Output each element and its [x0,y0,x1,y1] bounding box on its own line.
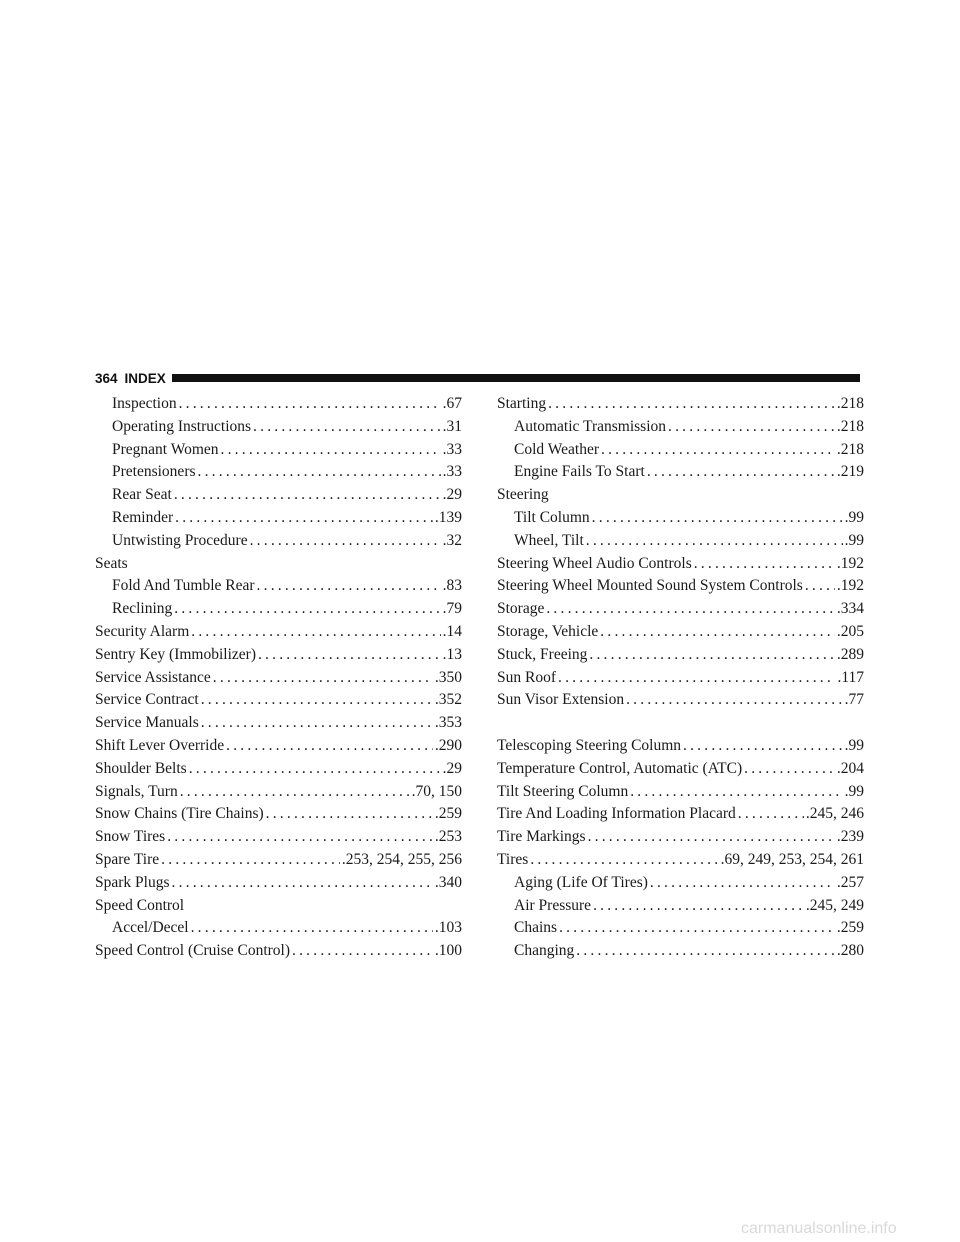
entry-term: Steering [497,486,549,504]
entry-page-ref: .192 [836,577,864,595]
entry-page-ref: .103 [434,919,462,937]
leader-dots [191,621,440,644]
index-entry [497,598,864,621]
entry-page-ref: .289 [836,645,864,663]
leader-dots [161,849,340,872]
leader-dots [548,393,835,416]
leader-dots [559,917,835,940]
leader-dots [201,689,433,712]
entry-page-ref: .218 [836,395,864,412]
entry-page-ref: .340 [434,873,462,891]
leader-dots [174,598,440,621]
entry-term: Steering Wheel Audio Controls [497,554,692,572]
entry-term: Storage, Vehicle [497,622,599,640]
leader-dots [180,781,410,804]
leader-dots [683,735,843,758]
index-entry [497,872,864,895]
leader-dots [189,758,441,781]
watermark: carmanualsonline.info [741,1220,897,1237]
entry-term: Temperature Control, Automatic (ATC) [497,759,743,777]
entry-page-ref: .290 [434,736,462,754]
entry-term: Service Manuals [95,714,199,732]
entry-term: Service Contract [95,691,199,709]
entry-page-ref: .218 [836,440,864,458]
index-entry [497,393,864,416]
leader-dots [694,553,835,576]
entry-term: Speed Control [95,896,185,914]
entry-page-ref: .83 [442,577,462,595]
index-column-left [95,393,462,963]
index-entry [95,439,462,462]
index-entry [95,416,462,439]
leader-dots [600,621,835,644]
entry-term: Inspection [112,395,177,412]
index-entry [95,530,462,553]
entry-page-ref: .253 [434,828,462,846]
entry-page-ref: .99 [844,531,864,549]
index-entry [95,461,462,484]
entry-page-ref: .29 [442,486,462,504]
entry-term: Fold And Tumble Rear [112,577,255,595]
entry-page-ref: .14 [442,622,462,640]
index-entry [497,439,864,462]
leader-dots [593,895,804,918]
entry-term: Accel/Decel [112,919,189,937]
index-column-right [497,393,864,963]
index-entry [95,644,462,667]
index-entry [95,826,462,849]
index-entry [95,393,462,416]
entry-term: Chains [514,919,558,937]
entry-term: Engine Fails To Start [514,463,645,481]
index-entry [95,484,462,507]
entry-term: Tire Markings [497,828,586,846]
entry-page-ref: .29 [442,759,462,777]
leader-dots [805,575,835,598]
leader-dots [201,712,433,735]
entry-term: Telescoping Steering Column [497,736,682,754]
leader-dots [576,940,835,963]
leader-dots [592,507,843,530]
entry-page-ref: .257 [836,873,864,891]
index-entry [95,803,462,826]
entry-page-ref: .218 [836,417,864,435]
leader-dots [198,461,441,484]
entry-term: Tilt Column [514,508,590,526]
entry-page-ref: .280 [836,942,864,960]
page-number: 364 [95,370,118,386]
entry-term: Untwisting Procedure [112,531,248,549]
entry-term: Steering Wheel Mounted Sound System Controls [497,577,803,595]
leader-dots [257,575,441,598]
index-entry [497,917,864,940]
index-entry [95,735,462,758]
leader-dots [226,735,433,758]
entry-term: Starting [497,395,547,412]
entry-term: Cold Weather [514,440,599,458]
entry-term: Automatic Transmission [514,417,667,435]
entry-term: Pretensioners [112,463,196,481]
index-entry [497,507,864,530]
leader-dots [191,917,433,940]
leader-dots [172,872,433,895]
entry-page-ref: .77 [844,691,864,709]
index-entry [497,689,864,712]
leader-dots [213,667,433,690]
entry-page-ref: .31 [442,417,462,435]
entry-term: Speed Control (Cruise Control) [95,942,291,960]
leader-dots [175,507,433,530]
leader-dots [530,849,718,872]
index-entry [95,553,462,576]
entry-page-ref: .350 [434,668,462,686]
index-entry [497,530,864,553]
entry-page-ref: .192 [836,554,864,572]
entry-page-ref: .259 [836,919,864,937]
index-entry [497,667,864,690]
entry-term: Reclining [112,600,173,618]
entry-term: Air Pressure [514,896,592,914]
leader-dots [588,826,835,849]
entry-term: Signals, Turn [95,782,178,800]
index-entry [95,849,462,872]
index-entry [497,621,864,644]
leader-dots [258,644,441,667]
index-entry [95,689,462,712]
entry-term: Reminder [112,508,174,526]
entry-page-ref: .139 [434,508,462,526]
entry-page-ref: .32 [442,531,462,549]
entry-page-ref: .99 [844,782,864,800]
leader-dots [626,689,843,712]
entry-term: Service Assistance [95,668,211,686]
header-rule [172,374,860,382]
leader-dots [266,803,433,826]
leader-dots [586,530,843,553]
index-entry [95,712,462,735]
leader-dots [546,598,835,621]
page-header [95,369,860,387]
entry-page-ref: .67 [442,395,462,412]
leader-dots [179,393,441,416]
entry-term: Snow Tires [95,828,166,846]
leader-dots [589,644,834,667]
index-entry [497,553,864,576]
entry-term: Wheel, Tilt [514,531,584,549]
leader-dots [650,872,835,895]
entry-page-ref: .239 [836,828,864,846]
entry-page-ref: .334 [836,600,864,618]
entry-term: Spare Tire [95,850,160,868]
entry-term: Operating Instructions [112,417,252,435]
index-entry [95,667,462,690]
index-entry [497,712,864,735]
entry-page-ref: .99 [844,736,864,754]
index-entry [497,416,864,439]
entry-term: Tire And Loading Information Placard [497,805,736,823]
entry-page-ref: .69, 249, 253, 254, 261 [720,850,864,868]
index-entry [95,895,462,918]
entry-page-ref: .99 [844,508,864,526]
leader-dots [668,416,835,439]
index-entry [95,758,462,781]
entry-term: Sun Visor Extension [497,691,625,709]
entry-page-ref: .33 [442,440,462,458]
entry-term: Shoulder Belts [95,759,187,777]
entry-page-ref: .253, 254, 255, 256 [341,850,462,868]
index-entry [497,758,864,781]
leader-dots [558,667,835,690]
entry-term: Tires [497,850,529,868]
leader-dots [221,439,441,462]
entry-term: Storage [497,600,545,618]
entry-page-ref: .100 [434,942,462,960]
entry-page-ref: .79 [442,600,462,618]
index-entry [497,575,864,598]
entry-page-ref: .33 [442,463,462,481]
index-entry [95,575,462,598]
index-entry [95,598,462,621]
index-entry [95,507,462,530]
index-entry [95,781,462,804]
index-entry [497,803,864,826]
index-entry [95,621,462,644]
index-entry [497,826,864,849]
entry-term: Sun Roof [497,668,556,686]
entry-term: Security Alarm [95,622,190,640]
leader-dots [174,484,441,507]
entry-page-ref: .117 [837,668,864,686]
entry-page-ref: .352 [434,691,462,709]
leader-dots [738,803,804,826]
entry-page-ref: .259 [434,805,462,823]
index-entry [95,872,462,895]
entry-page-ref: .205 [836,622,864,640]
entry-page-ref: .219 [836,463,864,481]
index-entry [497,644,864,667]
entry-term: Rear Seat [112,486,172,504]
index-entry [497,781,864,804]
leader-dots [167,826,433,849]
index-entry [95,940,462,963]
index-entry [497,735,864,758]
entry-page-ref: .353 [434,714,462,732]
entry-page-ref: .70, 150 [411,782,462,800]
entry-page-ref: .245, 249 [805,896,864,914]
entry-term: Seats [95,554,128,572]
entry-term: Tilt Steering Column [497,782,629,800]
entry-term: Spark Plugs [95,873,170,891]
index-entry [497,895,864,918]
leader-dots [601,439,835,462]
section-title: INDEX [124,370,166,386]
entry-term: Snow Chains (Tire Chains) [95,805,264,823]
index-entry [497,461,864,484]
leader-dots [253,416,441,439]
entry-page-ref: .204 [836,759,864,777]
entry-term: Aging (Life Of Tires) [514,873,648,891]
leader-dots [292,940,433,963]
index-entry [497,940,864,963]
entry-page-ref: .245, 246 [805,805,864,823]
entry-term: Sentry Key (Immobilizer) [95,645,256,663]
index-entry [497,849,864,872]
index-entry [95,917,462,940]
entry-term: Stuck, Freeing [497,645,588,663]
entry-term: Shift Lever Override [95,736,225,754]
entry-page-ref: .13 [442,645,462,663]
index-entry [497,484,864,507]
leader-dots [250,530,441,553]
leader-dots [647,461,835,484]
leader-dots [630,781,842,804]
entry-term: Changing [514,942,575,960]
entry-term: Pregnant Women [112,440,219,458]
leader-dots [744,758,835,781]
